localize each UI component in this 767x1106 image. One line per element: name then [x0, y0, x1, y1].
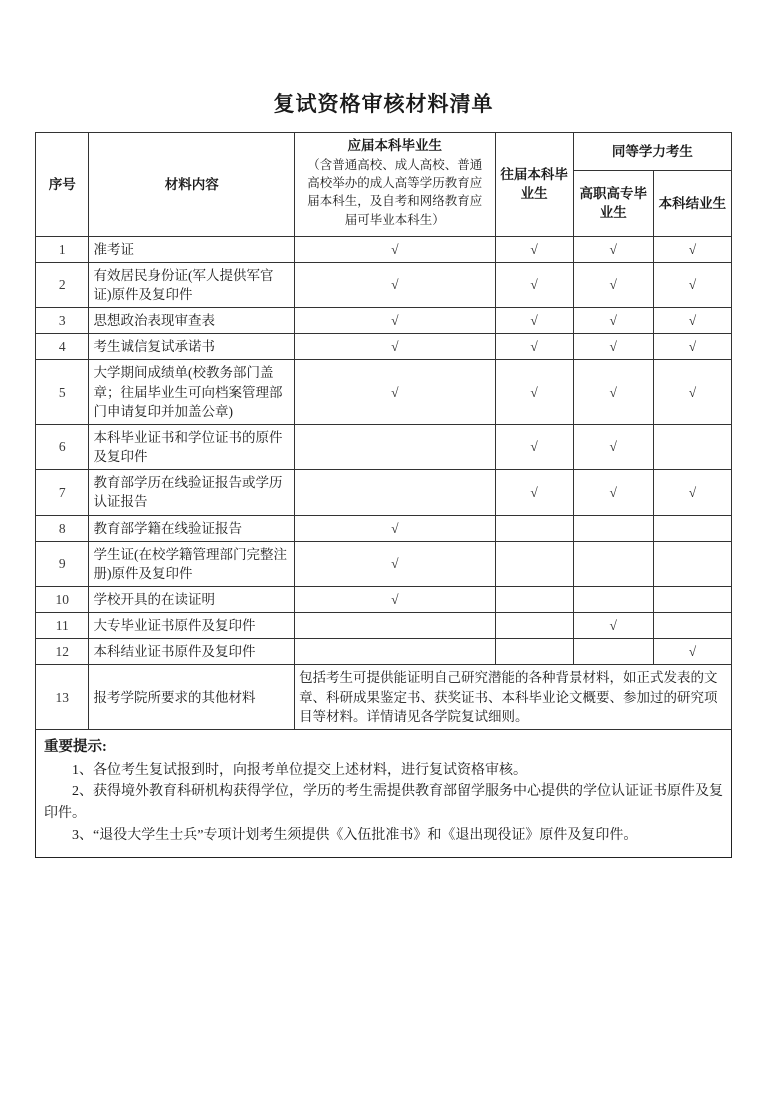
materials-table	[35, 132, 732, 730]
note-item: 3、“退役大学生士兵”专项计划考生须提供《入伍批准书》和《退出现役证》原件及复印件。	[72, 828, 638, 844]
page-title: 复试资格审核材料清单	[273, 92, 494, 116]
cell-check-fresh: √	[295, 236, 495, 262]
cell-check-vocational	[573, 541, 653, 586]
notes-title: 重要提示:	[44, 738, 107, 755]
cell-check-incomplete: √	[653, 334, 731, 360]
cell-check-incomplete	[653, 515, 731, 541]
row-number: 7	[36, 470, 89, 515]
row-number: 2	[36, 262, 89, 307]
cell-check-vocational: √	[573, 470, 653, 515]
cell-check-past	[495, 587, 573, 613]
table-row	[36, 262, 732, 307]
row-number: 13	[36, 665, 89, 729]
cell-check-past: √	[495, 262, 573, 307]
cell-check-vocational	[573, 639, 653, 665]
cell-check-incomplete: √	[653, 639, 731, 665]
cell-check-vocational: √	[573, 334, 653, 360]
table-row	[36, 360, 732, 424]
cell-check-fresh	[295, 613, 495, 639]
table-row	[36, 236, 732, 262]
table-row	[36, 613, 732, 639]
cell-check-fresh	[295, 424, 495, 469]
cell-check-fresh: √	[295, 541, 495, 586]
row-material-name: 大学期间成绩单(校教务部门盖章；往届毕业生可向档案管理部门申请复印并加盖公章)	[89, 360, 295, 424]
cell-check-fresh: √	[295, 360, 495, 424]
cell-check-past: √	[495, 424, 573, 469]
header-row-top	[36, 133, 732, 171]
table-row	[36, 334, 732, 360]
table-row	[36, 587, 732, 613]
cell-check-fresh	[295, 470, 495, 515]
cell-check-fresh	[295, 639, 495, 665]
row-number: 3	[36, 308, 89, 334]
cell-check-past: √	[495, 360, 573, 424]
cell-check-fresh: √	[295, 334, 495, 360]
cell-check-vocational	[573, 587, 653, 613]
materials-table-container	[35, 132, 732, 730]
cell-check-vocational: √	[573, 360, 653, 424]
row-number: 11	[36, 613, 89, 639]
cell-check-past: √	[495, 470, 573, 515]
header-fresh-main: 应届本科毕业生	[347, 138, 443, 153]
note-item: 1、各位考生复试报到时，向报考单位提交上述材料，进行复试资格审核。	[72, 762, 527, 778]
row-number: 6	[36, 424, 89, 469]
table-row	[36, 515, 732, 541]
header-fresh-graduate	[295, 133, 495, 237]
table-body	[36, 236, 732, 729]
cell-check-past: √	[495, 308, 573, 334]
row-material-description: 包括考生可提供能证明自己研究潜能的各种背景材料，如正式发表的文章、科研成果鉴定书、获奖证书、本科毕业论文概要、参加过的研究项目等材料。详情请见各学院复试细则。	[295, 665, 732, 729]
table-row-other-materials	[36, 665, 732, 729]
cell-check-fresh: √	[295, 308, 495, 334]
header-content: 材料内容	[89, 133, 295, 237]
cell-check-incomplete: √	[653, 236, 731, 262]
header-equivalent-group: 同等学力考生	[573, 133, 731, 171]
cell-check-fresh: √	[295, 515, 495, 541]
table-row	[36, 308, 732, 334]
row-material-name: 大专毕业证书原件及复印件	[89, 613, 295, 639]
cell-check-fresh: √	[295, 587, 495, 613]
table-row	[36, 541, 732, 586]
notes-list	[44, 760, 723, 847]
cell-check-vocational	[573, 515, 653, 541]
cell-check-fresh: √	[295, 262, 495, 307]
cell-check-incomplete	[653, 541, 731, 586]
cell-check-incomplete	[653, 587, 731, 613]
note-item: 2、获得境外教育科研机构获得学位，学历的考生需提供教育部留学服务中心提供的学位认证证书原件及复印件。	[44, 784, 723, 822]
cell-check-past	[495, 515, 573, 541]
cell-check-vocational: √	[573, 236, 653, 262]
row-material-name: 报考学院所要求的其他材料	[89, 665, 295, 729]
row-material-name: 本科结业证书原件及复印件	[89, 639, 295, 665]
row-material-name: 考生诚信复试承诺书	[89, 334, 295, 360]
header-past-graduate: 往届本科毕业生	[495, 133, 573, 237]
cell-check-incomplete: √	[653, 470, 731, 515]
row-number: 5	[36, 360, 89, 424]
cell-check-past: √	[495, 334, 573, 360]
row-number: 10	[36, 587, 89, 613]
table-row	[36, 470, 732, 515]
row-material-name: 有效居民身份证(军人提供军官证)原件及复印件	[89, 262, 295, 307]
row-number: 8	[36, 515, 89, 541]
important-notes	[35, 730, 732, 858]
row-material-name: 思想政治表现审查表	[89, 308, 295, 334]
row-material-name: 学生证(在校学籍管理部门完整注册)原件及复印件	[89, 541, 295, 586]
header-incomplete: 本科结业生	[653, 170, 731, 236]
header-seq: 序号	[36, 133, 89, 237]
cell-check-incomplete	[653, 424, 731, 469]
header-vocational: 高职高专毕业生	[573, 170, 653, 236]
row-material-name: 准考证	[89, 236, 295, 262]
table-header	[36, 133, 732, 237]
cell-check-incomplete: √	[653, 360, 731, 424]
cell-check-incomplete	[653, 613, 731, 639]
cell-check-past	[495, 541, 573, 586]
cell-check-vocational: √	[573, 262, 653, 307]
cell-check-past: √	[495, 236, 573, 262]
cell-check-past	[495, 639, 573, 665]
cell-check-vocational: √	[573, 613, 653, 639]
cell-check-past	[495, 613, 573, 639]
row-material-name: 本科毕业证书和学位证书的原件及复印件	[89, 424, 295, 469]
row-number: 12	[36, 639, 89, 665]
table-row	[36, 639, 732, 665]
row-material-name: 学校开具的在读证明	[89, 587, 295, 613]
cell-check-vocational: √	[573, 308, 653, 334]
row-material-name: 教育部学历在线验证报告或学历认证报告	[89, 470, 295, 515]
header-fresh-sub: （含普通高校、成人高校、普通高校举办的成人高等学历教育应届本科生，及自考和网络教育应届可毕业本科生）	[307, 158, 483, 227]
row-material-name: 教育部学籍在线验证报告	[89, 515, 295, 541]
cell-check-vocational: √	[573, 424, 653, 469]
row-number: 9	[36, 541, 89, 586]
cell-check-incomplete: √	[653, 308, 731, 334]
table-row	[36, 424, 732, 469]
row-number: 1	[36, 236, 89, 262]
cell-check-incomplete: √	[653, 262, 731, 307]
row-number: 4	[36, 334, 89, 360]
